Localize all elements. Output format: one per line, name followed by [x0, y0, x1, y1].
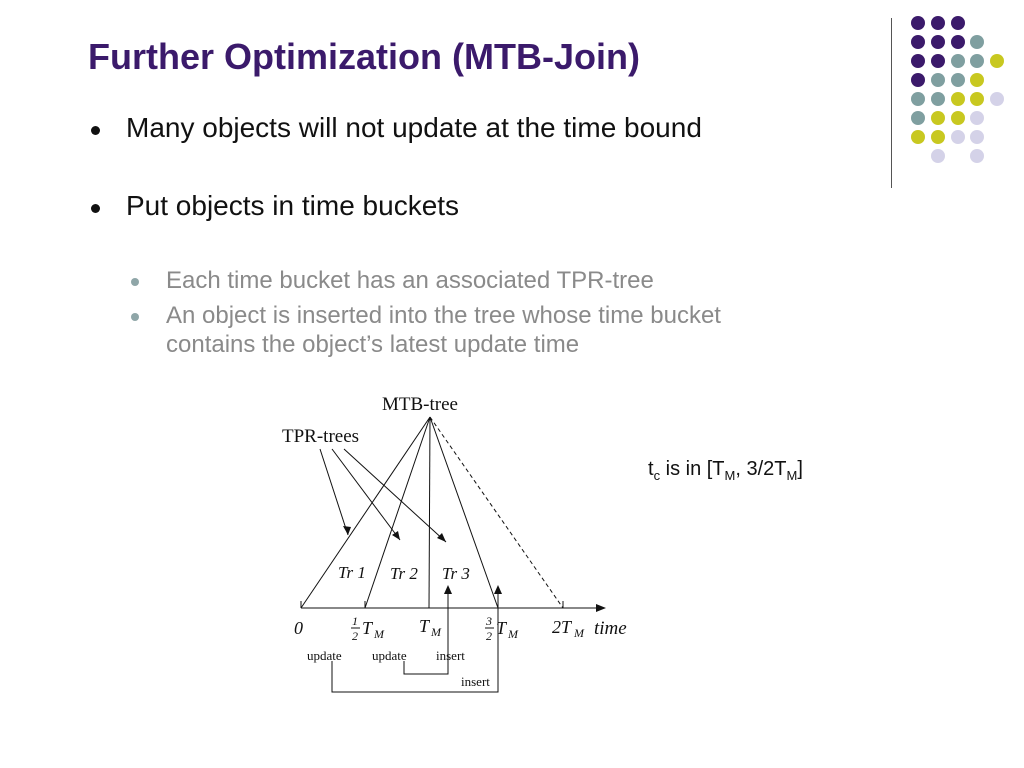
sub-bullet-dot — [131, 313, 139, 321]
three-denominator: 2 — [486, 629, 492, 643]
bullet-2: Put objects in time buckets — [126, 190, 460, 221]
decorative-dot-grid — [0, 0, 1024, 200]
update-label-2: update — [372, 648, 407, 663]
update-label-1: update — [307, 648, 342, 663]
bullet-dot — [91, 126, 100, 135]
axis-ticks — [301, 601, 563, 608]
dots — [911, 16, 1004, 163]
half-numerator: 1 — [352, 614, 358, 628]
half-tm-sub: M — [374, 627, 384, 641]
mtb-tree-label: MTB-tree — [382, 394, 458, 415]
arrow-heads — [343, 526, 606, 612]
half-denominator: 2 — [352, 629, 358, 643]
tpr-trees-label: TPR-trees — [282, 426, 360, 447]
event-arrow-heads — [444, 585, 502, 594]
insert-label-2: insert — [461, 674, 490, 689]
sub-bullet-2: An object is inserted into the tree whose time bucket contains the object’s latest update time — [166, 302, 721, 358]
mtb-tree-diagram — [280, 385, 660, 695]
three-numerator: 3 — [486, 614, 492, 628]
tm-t: T — [419, 616, 430, 636]
slide-title: Further Optimization (MTB-Join) — [88, 36, 640, 77]
bullet-1: Many objects will not update at the time bound — [126, 112, 702, 143]
tc-note: $t_c$ is in [$T_M$, $3/2T_M$] — [648, 458, 803, 483]
tr3-label: Tr 3 — [442, 564, 470, 583]
tm-sub: M — [431, 625, 441, 639]
time-label: time — [594, 618, 627, 639]
bullet-dot — [91, 204, 100, 213]
event-labels — [307, 648, 490, 689]
axis-zero: 0 — [294, 618, 303, 638]
tree-labels — [338, 563, 470, 583]
two-tm-sub: M — [574, 626, 584, 640]
sub-bullet-1: Each time bucket has an associated TPR-tree — [166, 267, 654, 294]
axis-labels — [294, 614, 627, 643]
tr1-label: Tr 1 — [338, 563, 366, 582]
half-tm-t: T — [362, 618, 373, 638]
two-tm-t: 2T — [552, 617, 572, 637]
insert-label-1: insert — [436, 648, 465, 663]
three-half-tm-t: T — [496, 618, 507, 638]
sub-bullet-dot — [131, 278, 139, 286]
divider-line — [891, 18, 892, 188]
three-half-tm-sub: M — [508, 627, 518, 641]
tr2-label: Tr 2 — [390, 564, 418, 583]
